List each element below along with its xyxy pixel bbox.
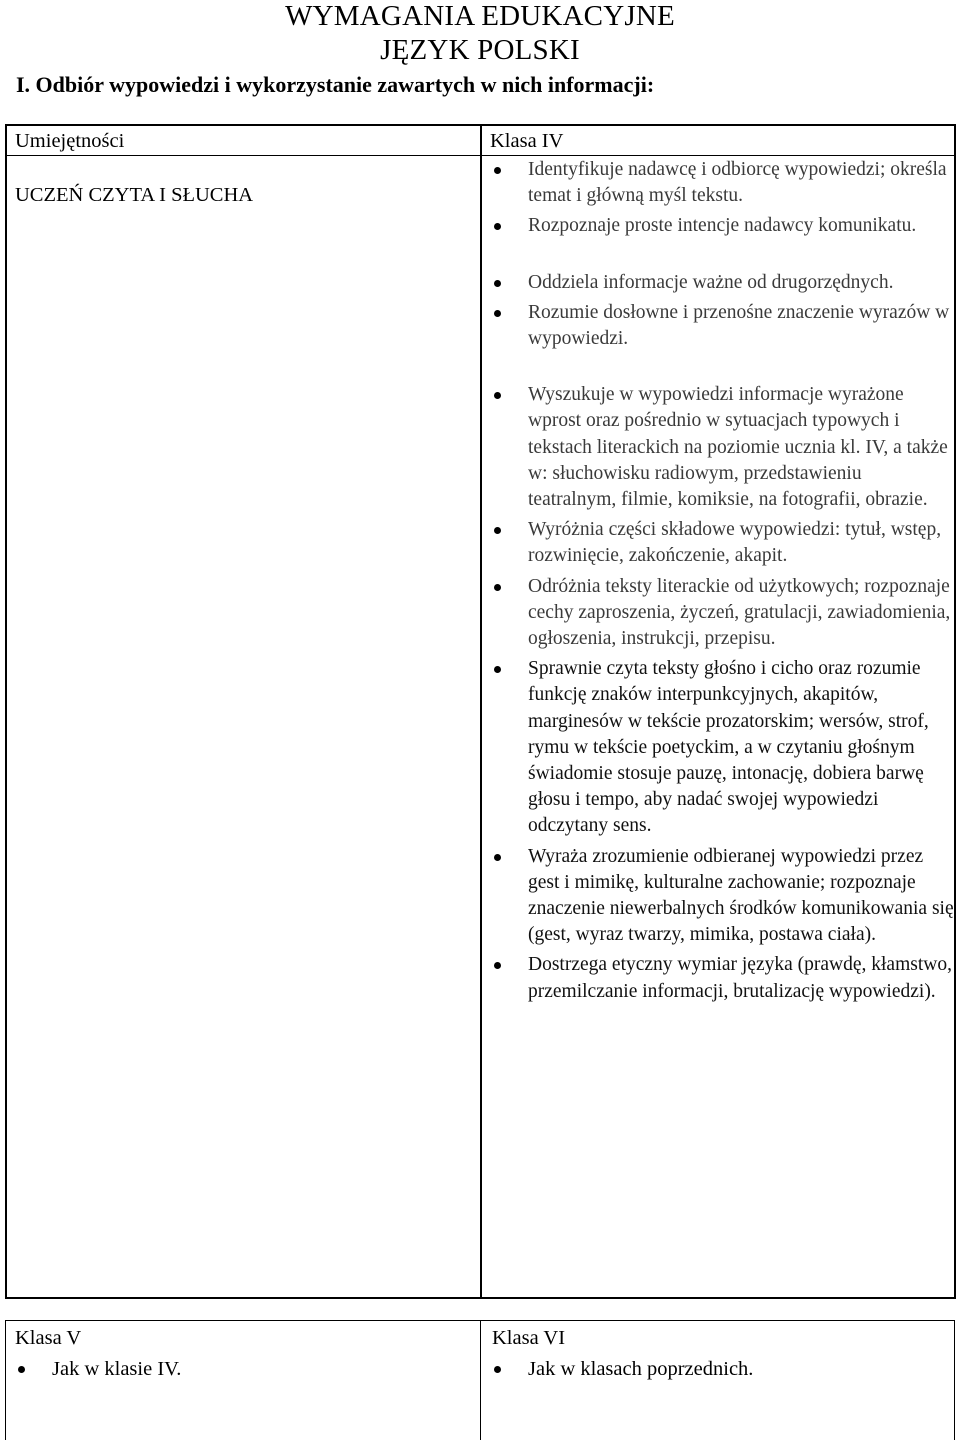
list-item-text: Rozpoznaje proste intencje nadawcy komunikatu. [528, 215, 917, 237]
grade-v-header: Klasa V [15, 1327, 82, 1349]
bottom-table-middle-border [480, 1320, 481, 1440]
grade-iv-requirements-list [494, 157, 954, 1005]
list-item [494, 300, 954, 352]
list-item [494, 844, 954, 949]
document-title: WYMAGANIA EDUKACYJNE [285, 0, 675, 32]
section-heading: I. Odbiór wypowiedzi i wykorzystanie zawartych w nich informacji: [16, 72, 655, 97]
grade-vi-header: Klasa VI [492, 1327, 566, 1349]
list-item-text: Dostrzega etyczny wymiar języka (prawdę, kłamstwo, przemilczanie informacji, brutalizację wypowiedzi). [528, 954, 952, 1002]
list-item [494, 213, 954, 239]
list-item-text: Wyraża zrozumienie odbieranej wypowiedzi przez gest i mimikę, kulturalne zachowanie; rozpoznaje znaczenie niewerbalnych środków komunikowania się (gest, wyraz twarzy, mimika, postawa ciała). [528, 845, 954, 946]
bullet-icon [494, 666, 501, 673]
document-subtitle: JĘZYK POLSKI [380, 34, 580, 66]
skills-column-header: Umiejętności [15, 130, 125, 152]
list-item-text: Rozumie dosłowne i przenośne znaczenie wyrazów w wypowiedzi. [528, 301, 950, 350]
table-left-border [5, 124, 7, 1299]
bullet-icon [494, 223, 501, 230]
list-item [494, 656, 954, 839]
bottom-table-left-border [5, 1320, 6, 1440]
bullet-icon [494, 527, 501, 534]
list-item [494, 517, 954, 569]
list-item-text: Odróżnia teksty literackie od użytkowych; rozpoznaje cechy zaproszenia, życzeń, gratulacji, zawiadomienia, ogłoszenia, instrukcji, przepisu. [528, 575, 951, 650]
list-item [494, 382, 954, 513]
bullet-icon [18, 1366, 25, 1373]
list-item-text: Wyszukuje w wypowiedzi informacje wyrażone wprost oraz pośrednio w sytuacjach typowych i tekstach literackich na poziomie ucznia kl. IV, a także w: słuchowisku radiowym, przedstawieniu teatralnym, filmie, komiksie, na fotografii, obrazie. [528, 384, 948, 511]
grade-iv-header: Klasa IV [490, 130, 564, 152]
bullet-icon [494, 854, 501, 861]
table-middle-border [480, 124, 482, 1299]
list-item [494, 157, 954, 209]
bullet-icon [494, 1366, 501, 1373]
bullet-icon [494, 584, 501, 591]
list-item [494, 952, 954, 1004]
bullet-icon [494, 167, 501, 174]
bullet-icon [494, 280, 501, 287]
bullet-icon [494, 310, 501, 317]
grade-vi-item: Jak w klasach poprzednich. [528, 1358, 754, 1380]
list-item [494, 270, 954, 296]
table-right-border [954, 124, 956, 1299]
list-item-text: Identyfikuje nadawcę i odbiorcę wypowiedzi; określa temat i główną myśl tekstu. [528, 159, 947, 207]
list-item [494, 574, 954, 653]
list-item-text: Oddziela informacje ważne od drugorzędnych. [528, 271, 894, 293]
list-item-text: Wyróżnia części składowe wypowiedzi: tytuł, wstęp, rozwinięcie, zakończenie, akapit. [528, 519, 942, 567]
list-item-text: Sprawnie czyta teksty głośno i cicho oraz rozumie funkcję znaków interpunkcyjnych, akapitów, marginesów w tekście prozatorskim; wersów, strof, rymu w tekście poetyckim, a w czytaniu głośnym świadomie stosuje pauzę, intonację, dobiera barwę głosu i tempo, aby nadać swojej wypowiedzi odczytany sens. [528, 658, 929, 837]
bottom-table-right-border [954, 1320, 955, 1440]
bullet-icon [494, 962, 501, 969]
grade-v-item: Jak w klasie IV. [52, 1358, 182, 1380]
bullet-icon [494, 392, 501, 399]
skills-column-value: UCZEŃ CZYTA I SŁUCHA [15, 184, 254, 206]
